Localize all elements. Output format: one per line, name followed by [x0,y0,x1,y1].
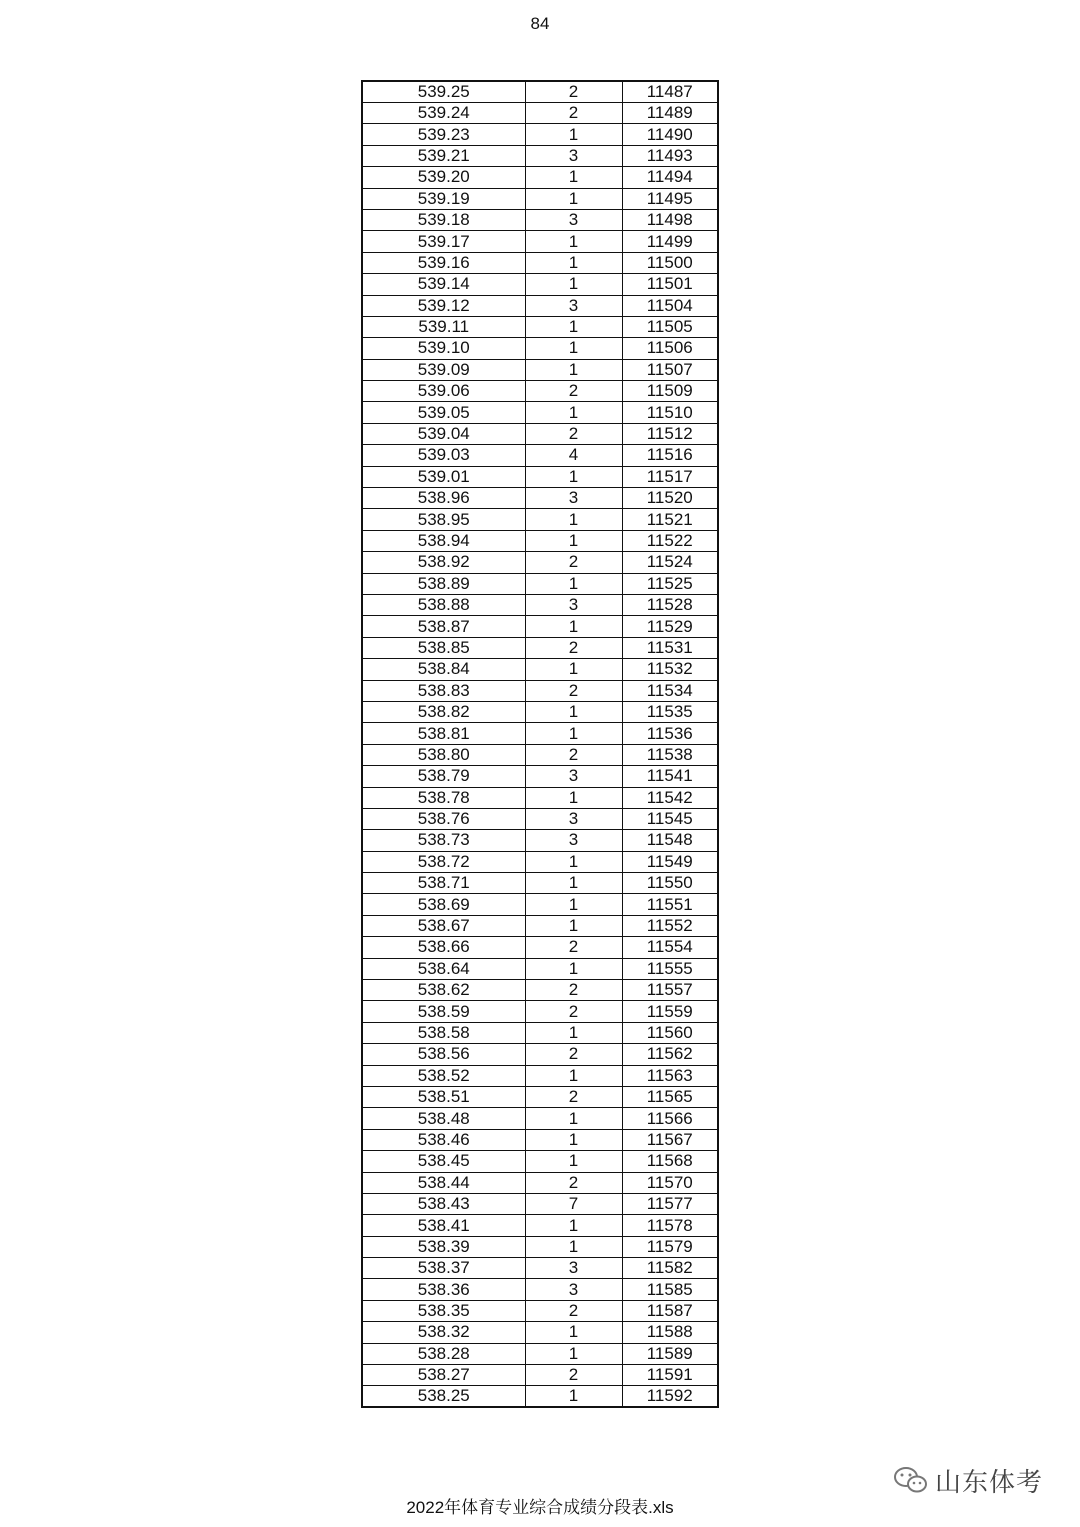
score-cell: 538.56 [362,1044,525,1065]
wechat-icon [893,1465,929,1495]
count-cell: 2 [525,423,622,444]
score-cell: 538.71 [362,873,525,894]
cumulative-cell: 11528 [622,594,718,615]
count-cell: 1 [525,359,622,380]
score-cell: 538.73 [362,830,525,851]
cumulative-cell: 11507 [622,359,718,380]
table-row [362,851,718,872]
count-cell: 1 [525,231,622,252]
score-cell: 538.46 [362,1129,525,1150]
score-cell: 538.27 [362,1365,525,1386]
table-row [362,1129,718,1150]
table-row [362,980,718,1001]
table-row [362,680,718,701]
table-row [362,1386,718,1408]
table-row [362,124,718,145]
cumulative-cell: 11494 [622,167,718,188]
table-row [362,1236,718,1257]
table-row [362,423,718,444]
table-row [362,1365,718,1386]
cumulative-cell: 11529 [622,616,718,637]
score-cell: 538.41 [362,1215,525,1236]
count-cell: 2 [525,81,622,103]
cumulative-cell: 11493 [622,145,718,166]
score-cell: 538.96 [362,488,525,509]
count-cell: 1 [525,1343,622,1364]
count-cell: 1 [525,1151,622,1172]
score-cell: 539.24 [362,103,525,124]
cumulative-cell: 11565 [622,1086,718,1107]
table-row [362,766,718,787]
score-cell: 538.64 [362,958,525,979]
cumulative-cell: 11525 [622,573,718,594]
cumulative-cell: 11552 [622,915,718,936]
score-cell: 539.17 [362,231,525,252]
table-row [362,830,718,851]
cumulative-cell: 11522 [622,530,718,551]
table-row [362,381,718,402]
score-cell: 539.04 [362,423,525,444]
count-cell: 1 [525,915,622,936]
count-cell: 2 [525,1044,622,1065]
table-row [362,445,718,466]
count-cell: 2 [525,103,622,124]
table-row [362,659,718,680]
cumulative-cell: 11563 [622,1065,718,1086]
table-row [362,1151,718,1172]
score-cell: 538.87 [362,616,525,637]
table-row [362,530,718,551]
score-cell: 539.09 [362,359,525,380]
count-cell: 1 [525,252,622,273]
count-cell: 1 [525,124,622,145]
table-row [362,81,718,103]
cumulative-cell: 11520 [622,488,718,509]
cumulative-cell: 11516 [622,445,718,466]
count-cell: 2 [525,980,622,1001]
score-cell: 538.32 [362,1322,525,1343]
score-cell: 538.39 [362,1236,525,1257]
cumulative-cell: 11577 [622,1193,718,1214]
count-cell: 1 [525,701,622,722]
score-cell: 539.20 [362,167,525,188]
score-cell: 539.10 [362,338,525,359]
score-cell: 538.82 [362,701,525,722]
score-cell: 538.35 [362,1300,525,1321]
count-cell: 1 [525,167,622,188]
count-cell: 3 [525,830,622,851]
count-cell: 2 [525,1086,622,1107]
cumulative-cell: 11578 [622,1215,718,1236]
cumulative-cell: 11559 [622,1001,718,1022]
count-cell: 2 [525,552,622,573]
count-cell: 1 [525,316,622,337]
table-row [362,359,718,380]
footer-filename: 2022年体育专业综合成绩分段表.xls [406,1498,674,1517]
table-row [362,594,718,615]
score-cell: 538.69 [362,894,525,915]
cumulative-cell: 11521 [622,509,718,530]
count-cell: 2 [525,680,622,701]
table-row [362,103,718,124]
count-cell: 3 [525,145,622,166]
score-cell: 538.58 [362,1022,525,1043]
table-row [362,1215,718,1236]
cumulative-cell: 11505 [622,316,718,337]
table-row [362,552,718,573]
count-cell: 1 [525,1065,622,1086]
count-cell: 1 [525,1215,622,1236]
count-cell: 3 [525,295,622,316]
score-cell: 538.89 [362,573,525,594]
table-row [362,1044,718,1065]
count-cell: 1 [525,1022,622,1043]
table-row [362,145,718,166]
cumulative-cell: 11489 [622,103,718,124]
cumulative-cell: 11541 [622,766,718,787]
table-row [362,1193,718,1214]
count-cell: 2 [525,1300,622,1321]
count-cell: 3 [525,1279,622,1300]
score-cell: 539.06 [362,381,525,402]
cumulative-cell: 11570 [622,1172,718,1193]
cumulative-cell: 11487 [622,81,718,103]
count-cell: 2 [525,637,622,658]
table-row [362,1343,718,1364]
count-cell: 3 [525,766,622,787]
score-cell: 538.88 [362,594,525,615]
count-cell: 1 [525,1322,622,1343]
count-cell: 4 [525,445,622,466]
table-row [362,252,718,273]
score-cell: 538.79 [362,766,525,787]
score-cell: 539.18 [362,209,525,230]
table-row [362,209,718,230]
cumulative-cell: 11532 [622,659,718,680]
table-row [362,958,718,979]
table-row [362,915,718,936]
score-cell: 538.43 [362,1193,525,1214]
cumulative-cell: 11498 [622,209,718,230]
cumulative-cell: 11524 [622,552,718,573]
score-cell: 539.12 [362,295,525,316]
count-cell: 7 [525,1193,622,1214]
count-cell: 1 [525,1108,622,1129]
score-cell: 539.05 [362,402,525,423]
cumulative-cell: 11587 [622,1300,718,1321]
cumulative-cell: 11490 [622,124,718,145]
table-row [362,937,718,958]
count-cell: 1 [525,723,622,744]
table-row [362,637,718,658]
table-row [362,744,718,765]
cumulative-cell: 11557 [622,980,718,1001]
cumulative-cell: 11536 [622,723,718,744]
cumulative-cell: 11548 [622,830,718,851]
score-cell: 538.25 [362,1386,525,1408]
table-row [362,1086,718,1107]
cumulative-cell: 11504 [622,295,718,316]
table-row [362,808,718,829]
cumulative-cell: 11562 [622,1044,718,1065]
count-cell: 1 [525,1129,622,1150]
table-row [362,1172,718,1193]
score-cell: 539.23 [362,124,525,145]
count-cell: 1 [525,873,622,894]
count-cell: 1 [525,1386,622,1408]
table-row [362,873,718,894]
count-cell: 2 [525,1365,622,1386]
count-cell: 1 [525,402,622,423]
score-cell: 538.51 [362,1086,525,1107]
score-cell: 538.48 [362,1108,525,1129]
table-row [362,295,718,316]
cumulative-cell: 11535 [622,701,718,722]
count-cell: 3 [525,1258,622,1279]
count-cell: 2 [525,381,622,402]
table-row [362,231,718,252]
score-cell: 538.59 [362,1001,525,1022]
cumulative-cell: 11579 [622,1236,718,1257]
score-cell: 538.37 [362,1258,525,1279]
score-cell: 539.16 [362,252,525,273]
score-cell: 538.85 [362,637,525,658]
table-row [362,1322,718,1343]
cumulative-cell: 11517 [622,466,718,487]
table-row [362,723,718,744]
score-cell: 538.52 [362,1065,525,1086]
score-cell: 538.44 [362,1172,525,1193]
cumulative-cell: 11499 [622,231,718,252]
table-row [362,509,718,530]
page-number: 84 [530,14,550,33]
count-cell: 2 [525,1172,622,1193]
count-cell: 1 [525,894,622,915]
cumulative-cell: 11550 [622,873,718,894]
count-cell: 1 [525,616,622,637]
score-cell: 538.45 [362,1151,525,1172]
cumulative-cell: 11509 [622,381,718,402]
cumulative-cell: 11549 [622,851,718,872]
table-row [362,188,718,209]
cumulative-cell: 11582 [622,1258,718,1279]
count-cell: 1 [525,851,622,872]
table-row [362,1022,718,1043]
table-row [362,338,718,359]
score-cell: 538.84 [362,659,525,680]
score-cell: 539.19 [362,188,525,209]
score-cell: 538.28 [362,1343,525,1364]
score-cell: 538.94 [362,530,525,551]
score-cell: 538.36 [362,1279,525,1300]
table-row [362,316,718,337]
cumulative-cell: 11538 [622,744,718,765]
score-cell: 539.25 [362,81,525,103]
cumulative-cell: 11510 [622,402,718,423]
score-cell: 538.83 [362,680,525,701]
score-cell: 538.80 [362,744,525,765]
score-cell: 538.92 [362,552,525,573]
cumulative-cell: 11555 [622,958,718,979]
cumulative-cell: 11585 [622,1279,718,1300]
table-row [362,488,718,509]
table-row [362,573,718,594]
cumulative-cell: 11560 [622,1022,718,1043]
table-body [362,81,718,1407]
watermark-text: 山东体考 [935,1466,1044,1497]
count-cell: 3 [525,209,622,230]
score-cell: 538.81 [362,723,525,744]
count-cell: 1 [525,659,622,680]
count-cell: 2 [525,744,622,765]
cumulative-cell: 11554 [622,937,718,958]
cumulative-cell: 11512 [622,423,718,444]
cumulative-cell: 11568 [622,1151,718,1172]
count-cell: 1 [525,274,622,295]
count-cell: 1 [525,338,622,359]
count-cell: 3 [525,488,622,509]
cumulative-cell: 11542 [622,787,718,808]
count-cell: 2 [525,1001,622,1022]
cumulative-cell: 11534 [622,680,718,701]
count-cell: 1 [525,1236,622,1257]
table-row [362,466,718,487]
score-cell: 538.62 [362,980,525,1001]
cumulative-cell: 11506 [622,338,718,359]
count-cell: 2 [525,937,622,958]
table-row [362,894,718,915]
score-cell: 539.14 [362,274,525,295]
cumulative-cell: 11501 [622,274,718,295]
score-cell: 538.76 [362,808,525,829]
score-cell: 539.03 [362,445,525,466]
table-row [362,1108,718,1129]
cumulative-cell: 11566 [622,1108,718,1129]
table-row [362,1300,718,1321]
count-cell: 1 [525,188,622,209]
cumulative-cell: 11500 [622,252,718,273]
count-cell: 1 [525,787,622,808]
table-row [362,616,718,637]
score-cell: 538.95 [362,509,525,530]
cumulative-cell: 11567 [622,1129,718,1150]
cumulative-cell: 11551 [622,894,718,915]
count-cell: 1 [525,466,622,487]
table-row [362,1279,718,1300]
table-row [362,274,718,295]
score-cell: 538.67 [362,915,525,936]
cumulative-cell: 11495 [622,188,718,209]
table-row [362,701,718,722]
cumulative-cell: 11592 [622,1386,718,1408]
score-cell: 539.11 [362,316,525,337]
cumulative-cell: 11588 [622,1322,718,1343]
cumulative-cell: 11591 [622,1365,718,1386]
cumulative-cell: 11545 [622,808,718,829]
table-row [362,1065,718,1086]
score-cell: 539.21 [362,145,525,166]
count-cell: 1 [525,509,622,530]
count-cell: 3 [525,808,622,829]
score-cell: 538.66 [362,937,525,958]
count-cell: 1 [525,958,622,979]
table-row [362,1258,718,1279]
cumulative-cell: 11589 [622,1343,718,1364]
table-row [362,787,718,808]
score-cell: 539.01 [362,466,525,487]
score-distribution-table [361,80,719,1408]
count-cell: 1 [525,573,622,594]
table-row [362,402,718,423]
count-cell: 3 [525,594,622,615]
table-row [362,167,718,188]
score-cell: 538.78 [362,787,525,808]
score-cell: 538.72 [362,851,525,872]
cumulative-cell: 11531 [622,637,718,658]
table-row [362,1001,718,1022]
count-cell: 1 [525,530,622,551]
